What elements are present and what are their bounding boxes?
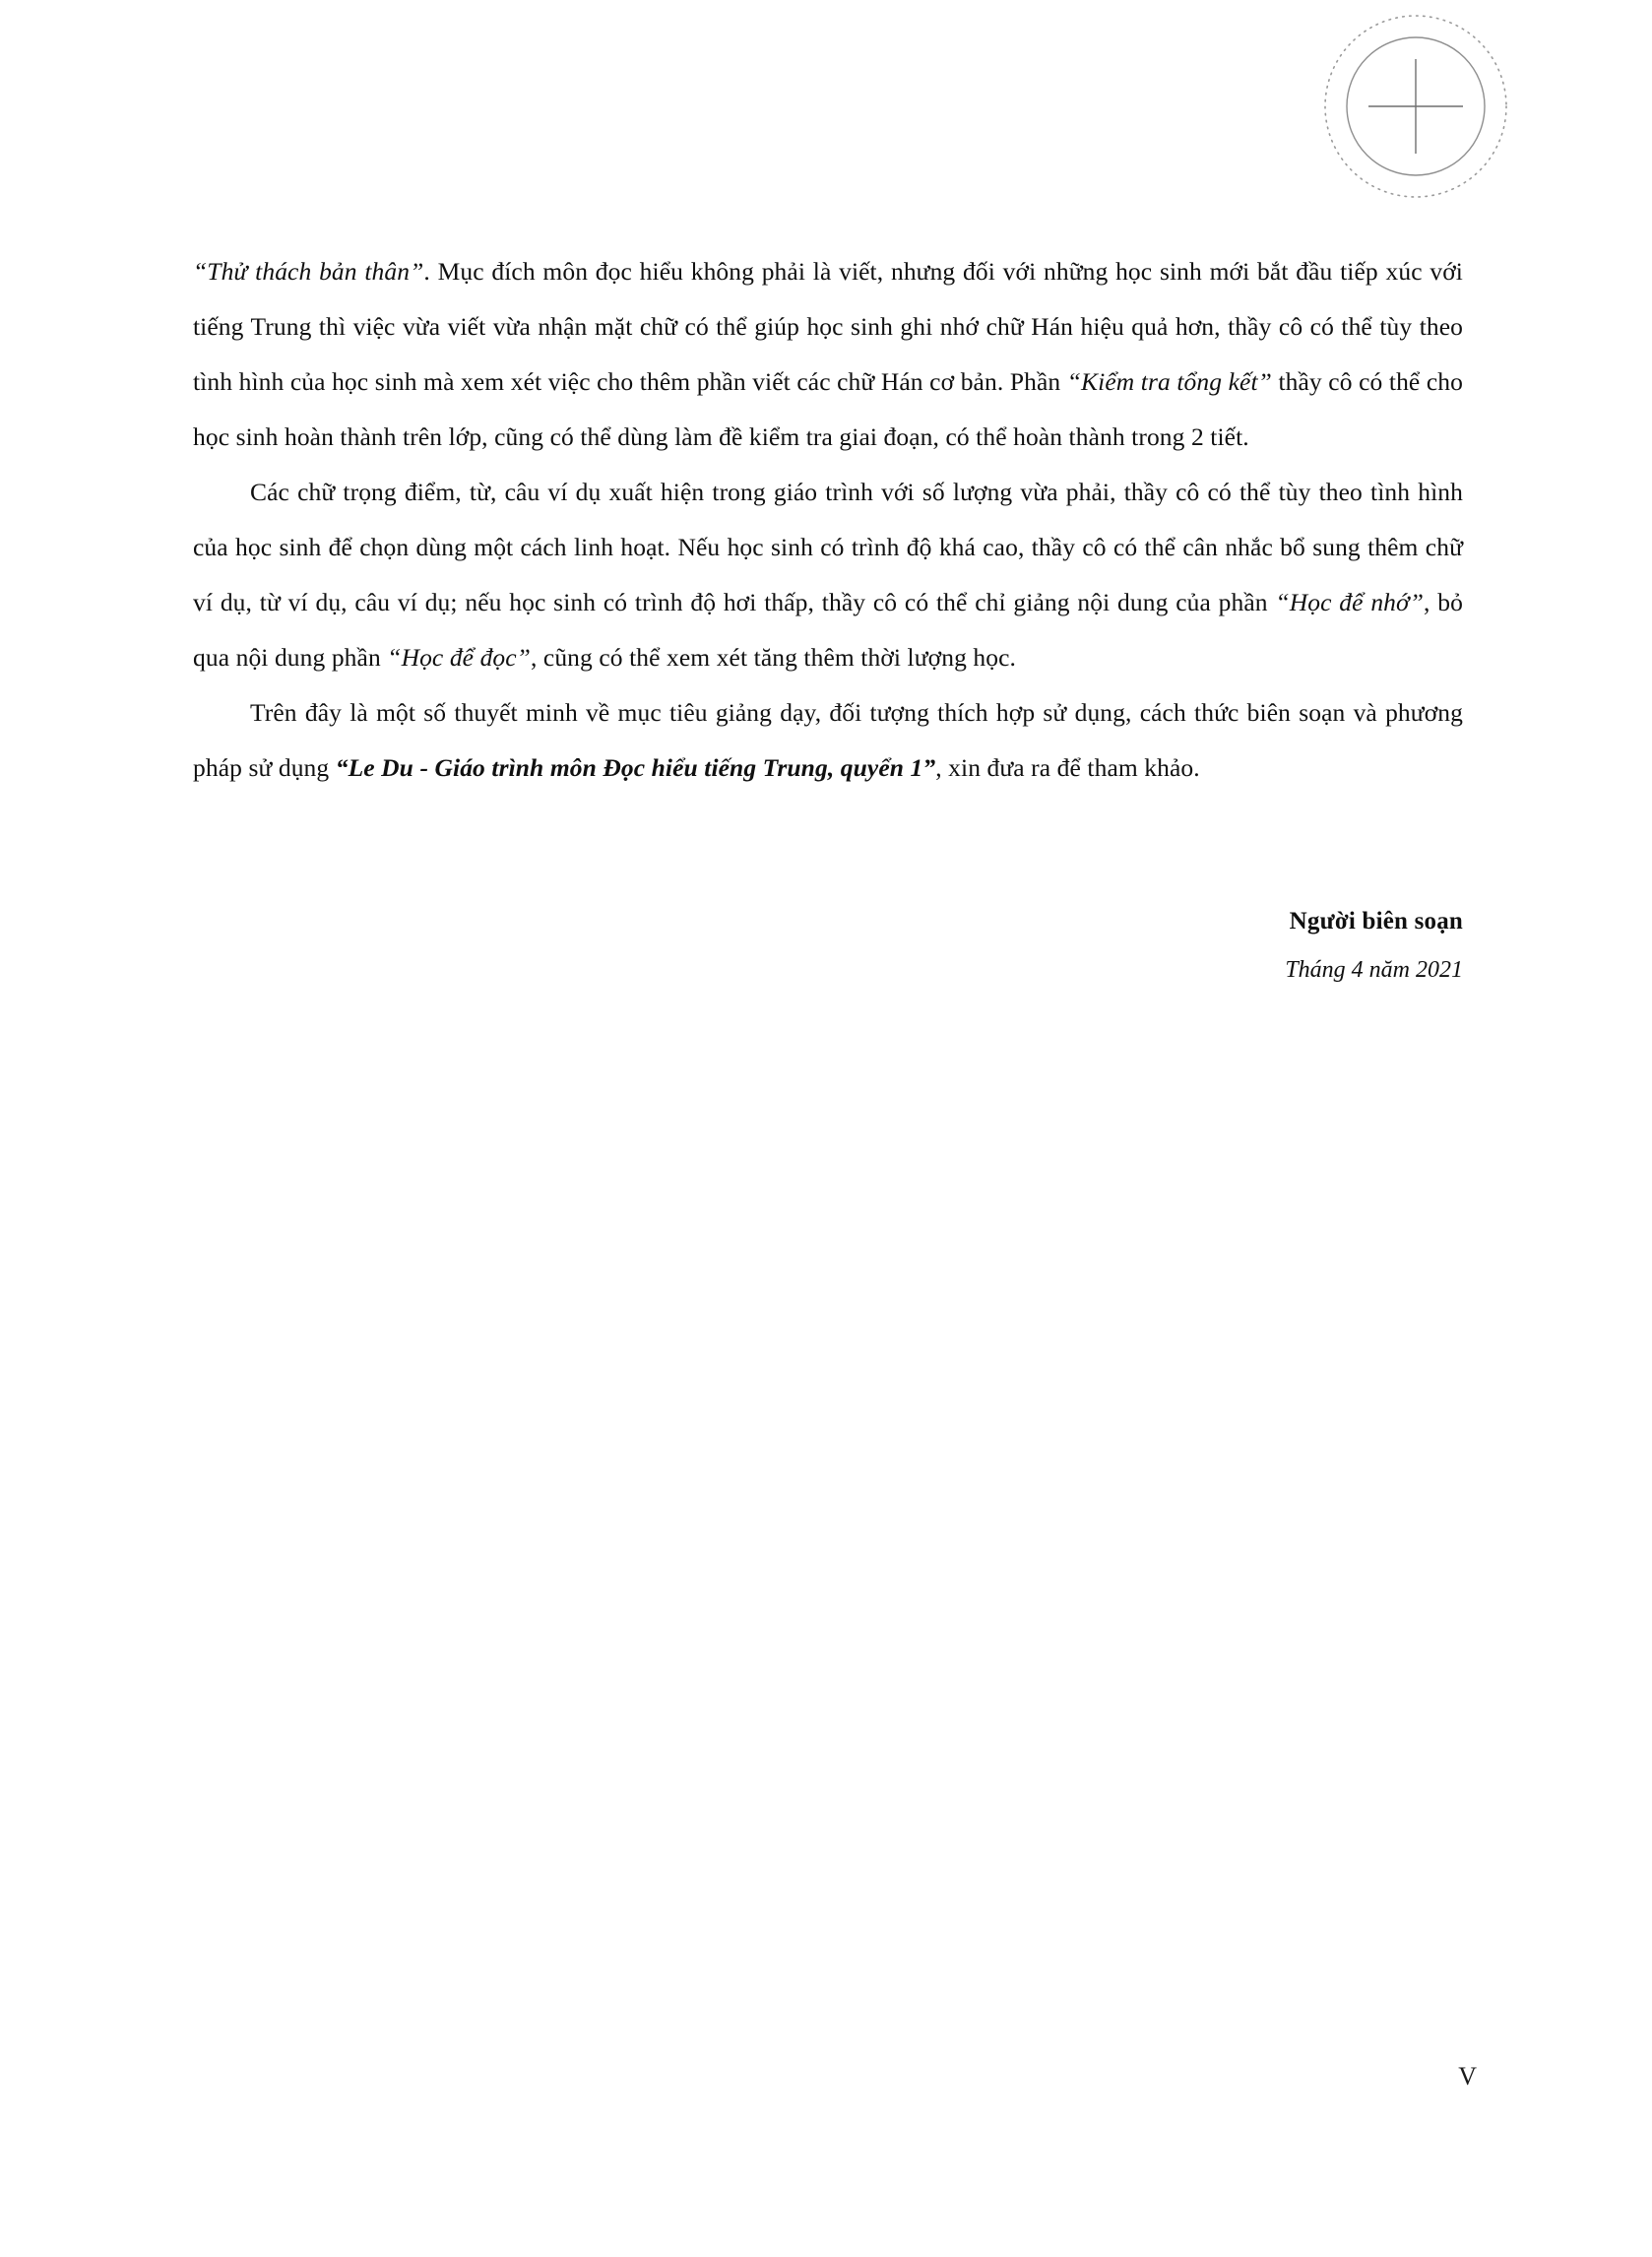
page-number: V (1458, 2062, 1477, 2091)
inline-text: Các chữ trọng điểm, từ, câu ví dụ xuất hiện trong giáo trình với số lượng vừa phải, thầy cô có thể tùy theo tình hình của học sinh để chọn dùng một cách linh hoạt. Nếu học sinh có trình độ khá cao, thầy cô có thể cân nhắc bổ sung thêm chữ ví dụ, từ ví dụ, câu ví dụ; nếu học sinh có trình độ hơi thấp, thầy cô có thể chỉ giảng nội dung của phần (193, 478, 1463, 616)
paragraph-1 (193, 244, 1463, 465)
inline-emphasis: “Học để nhớ” (1275, 588, 1425, 616)
inline-text: Trên đây là một số thuyết minh về mục tiêu giảng dạy, đối tượng thích hợp sử dụng, cách thức biên soạn và phương pháp sử dụng (193, 698, 1463, 782)
inline-emphasis: “Kiểm tra tổng kết” (1066, 367, 1272, 396)
inline-text: , cũng có thể xem xét tăng thêm thời lượng học. (530, 643, 1017, 672)
inline-emphasis: “Học để đọc” (387, 643, 531, 672)
inline-emphasis: “Thử thách bản thân” (193, 257, 424, 286)
registration-mark-icon (1317, 8, 1514, 205)
signature-author: Người biên soạn (1289, 908, 1463, 935)
inline-text: . Mục đích môn đọc hiểu không phải là viết, nhưng đối với những học sinh mới bắt đầu tiếp xúc với tiếng Trung thì việc vừa viết vừa nhận mặt chữ có thể giúp học sinh ghi nhớ chữ Hán hiệu quả hơn, thầy cô có thể tùy theo tình hình của học sinh mà xem xét việc cho thêm phần viết các chữ Hán cơ bản. Phần (193, 257, 1463, 396)
paragraph-2 (193, 465, 1463, 685)
body-text (193, 244, 1463, 796)
inline-text: , bỏ qua nội dung phần (193, 588, 1463, 672)
paragraph-3 (193, 685, 1463, 796)
signature-block (193, 898, 1463, 995)
book-title-emphasis: “Le Du - Giáo trình môn Đọc hiểu tiếng Trung, quyển 1” (335, 753, 936, 782)
inline-text: , xin đưa ra để tham khảo. (935, 753, 1200, 782)
signature-date: Tháng 4 năm 2021 (1285, 957, 1463, 983)
inline-text: thầy cô có thể cho học sinh hoàn thành trên lớp, cũng có thể dùng làm đề kiểm tra giai đoạn, có thể hoàn thành trong 2 tiết. (193, 367, 1463, 451)
